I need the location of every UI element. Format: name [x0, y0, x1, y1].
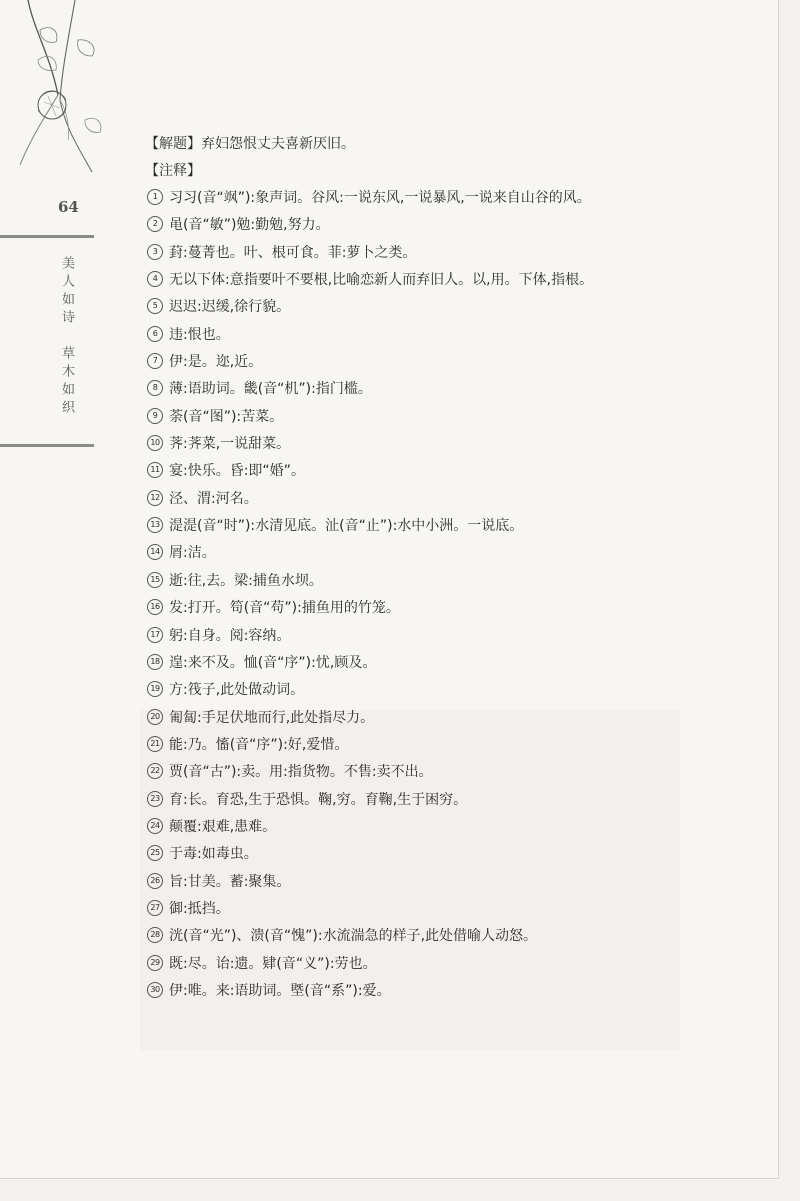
note-number-badge: 25	[147, 845, 163, 861]
margin-rule-top	[0, 235, 94, 238]
note-text: 旨:甘美。蓄:聚集。	[169, 873, 291, 890]
note-item	[145, 677, 745, 704]
note-text: 御:抵挡。	[169, 900, 230, 917]
note-item	[145, 404, 745, 431]
note-item	[145, 568, 745, 595]
running-title: 美人如诗 草木如织	[59, 256, 74, 418]
note-item	[145, 841, 745, 868]
note-text: 躬:自身。阅:容纳。	[169, 627, 291, 644]
note-text: 无以下体:意指要叶不要根,比喻恋新人而弃旧人。以,用。下体,指根。	[169, 272, 594, 289]
note-number-badge: 28	[147, 927, 163, 943]
note-item	[145, 513, 745, 540]
note-text: 伊:是。迩,近。	[169, 354, 263, 371]
note-number-badge: 10	[147, 435, 163, 451]
note-number-badge: 4	[147, 271, 163, 287]
note-number-badge: 24	[147, 818, 163, 834]
note-text: 育:长。育恐,生于恐惧。鞠,穷。育鞠,生于困穷。	[169, 791, 468, 808]
note-number-badge: 26	[147, 873, 163, 889]
note-number-badge: 5	[147, 298, 163, 314]
note-number-badge: 27	[147, 900, 163, 916]
note-text: 黾(音“敏”)勉:勤勉,努力。	[169, 217, 330, 234]
explanation-heading: 【解题】弃妇怨恨丈夫喜新厌旧。	[145, 136, 355, 152]
flower-illustration	[0, 0, 110, 190]
note-number-badge: 13	[147, 517, 163, 533]
note-text: 宴:快乐。昏:即“婚”。	[169, 463, 305, 480]
note-text: 葑:蔓菁也。叶、根可食。菲:萝卜之类。	[169, 244, 417, 261]
note-item	[145, 267, 745, 294]
note-number-badge: 8	[147, 380, 163, 396]
note-number-badge: 12	[147, 490, 163, 506]
note-number-badge: 1	[147, 189, 163, 205]
note-number-badge: 6	[147, 326, 163, 342]
note-text: 违:恨也。	[169, 326, 230, 343]
note-item	[145, 896, 745, 923]
note-item	[145, 376, 745, 403]
note-item	[145, 732, 745, 759]
note-number-badge: 16	[147, 599, 163, 615]
note-text: 既:尽。诒:遗。肄(音“义”):劳也。	[169, 955, 377, 972]
note-text: 逝:往,去。梁:捕鱼水坝。	[169, 572, 323, 589]
note-number-badge: 11	[147, 462, 163, 478]
note-number-badge: 3	[147, 244, 163, 260]
note-text: 颠覆:艰难,患难。	[169, 818, 277, 835]
note-text: 泾、渭:河名。	[169, 490, 258, 507]
note-number-badge: 29	[147, 955, 163, 971]
note-item	[145, 787, 745, 814]
margin-rule-bottom	[0, 444, 94, 447]
note-item	[145, 240, 745, 267]
note-item	[145, 814, 745, 841]
note-item	[145, 322, 745, 349]
note-text: 习习(音“飒”):象声词。谷风:一说东风,一说暴风,一说来自山谷的风。	[169, 190, 591, 206]
note-item	[145, 294, 745, 321]
note-text: 贾(音“古”):卖。用:指货物。不售:卖不出。	[169, 764, 433, 781]
note-number-badge: 30	[147, 982, 163, 998]
note-number-badge: 18	[147, 654, 163, 670]
note-number-badge: 23	[147, 791, 163, 807]
note-item	[145, 923, 745, 950]
note-text: 于毒:如毒虫。	[169, 846, 258, 863]
note-item	[145, 869, 745, 896]
note-item	[145, 486, 745, 513]
note-text: 伊:唯。来:语助词。塈(音“系”):爱。	[169, 982, 391, 999]
note-text: 方:筏子,此处做动词。	[169, 682, 305, 699]
note-item	[145, 623, 745, 650]
note-number-badge: 22	[147, 763, 163, 779]
note-item	[145, 212, 745, 239]
note-text: 匍匐:手足伏地而行,此处指尽力。	[169, 709, 375, 726]
notes-heading: 【注释】	[145, 163, 201, 179]
note-text: 薄:语助词。畿(音“机”):指门槛。	[169, 381, 372, 398]
note-text: 湜湜(音“时”):水清见底。沚(音“止”):水中小洲。一说底。	[169, 518, 524, 535]
note-item	[145, 595, 745, 622]
note-item	[145, 349, 745, 376]
note-text: 遑:来不及。恤(音“序”):忧,顾及。	[169, 654, 377, 671]
note-item	[145, 540, 745, 567]
note-number-badge: 9	[147, 408, 163, 424]
note-number-badge: 7	[147, 353, 163, 369]
page-number: 64	[58, 198, 79, 216]
note-item	[145, 185, 745, 212]
note-item	[145, 978, 745, 1005]
note-item	[145, 705, 745, 732]
note-number-badge: 21	[147, 736, 163, 752]
note-text: 荼(音“图”):苦菜。	[169, 408, 284, 425]
note-item	[145, 650, 745, 677]
note-text: 荠:荠菜,一说甜菜。	[169, 436, 291, 453]
note-item	[145, 431, 745, 458]
note-number-badge: 2	[147, 216, 163, 232]
note-text: 屑:洁。	[169, 545, 216, 562]
note-text: 洸(音“光”)、溃(音“愧”):水流湍急的样子,此处借喻人动怒。	[169, 928, 538, 945]
note-number-badge: 19	[147, 681, 163, 697]
note-text: 发:打开。笱(音“苟”):捕鱼用的竹笼。	[169, 600, 400, 617]
note-number-badge: 14	[147, 544, 163, 560]
note-item	[145, 759, 745, 786]
notes-list	[145, 185, 745, 1005]
note-number-badge: 20	[147, 709, 163, 725]
note-number-badge: 17	[147, 627, 163, 643]
note-text: 能:乃。慉(音“序”):好,爱惜。	[169, 736, 349, 753]
annotation-text	[145, 131, 745, 1005]
note-item	[145, 458, 745, 485]
note-number-badge: 15	[147, 572, 163, 588]
note-item	[145, 951, 745, 978]
note-text: 迟迟:迟缓,徐行貌。	[169, 299, 291, 316]
